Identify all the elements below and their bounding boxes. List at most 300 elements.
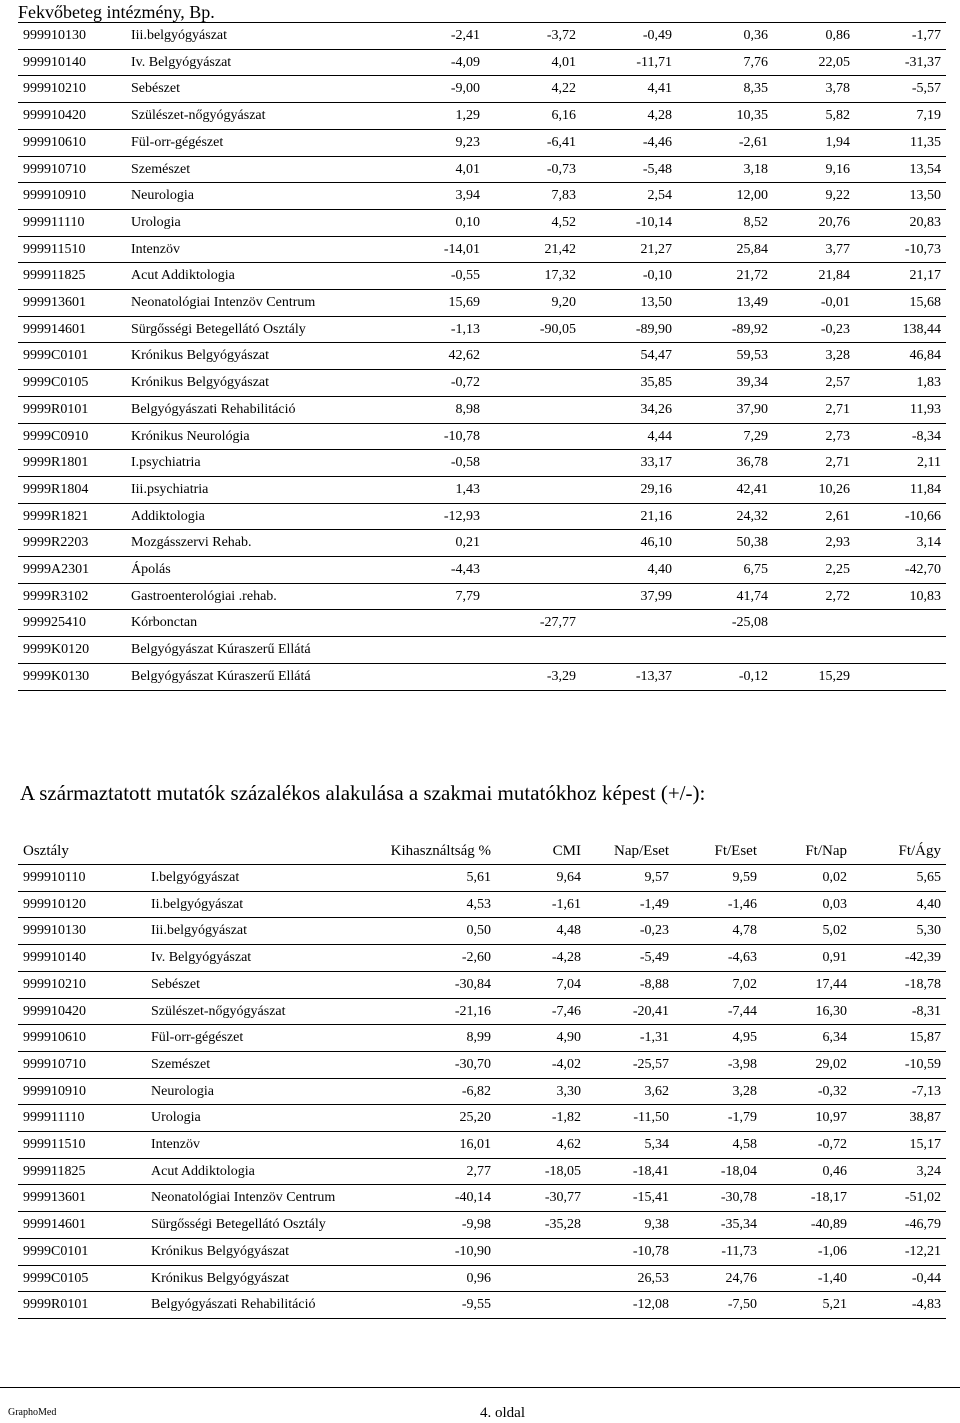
- metric-value: 4,28: [581, 103, 677, 130]
- metric-value: -10,78: [394, 423, 485, 450]
- table-row: [18, 503, 946, 530]
- metric-value: [496, 1292, 586, 1319]
- metric-value: [485, 396, 581, 423]
- metric-value: -0,32: [762, 1078, 852, 1105]
- metric-value: -1,13: [394, 316, 485, 343]
- metric-value: 42,41: [677, 476, 773, 503]
- department-code: 999914601: [18, 316, 126, 343]
- metric-value: -1,06: [762, 1238, 852, 1265]
- metric-value: 7,79: [394, 583, 485, 610]
- column-header: Nap/Eset: [586, 838, 674, 865]
- department-name: Urologia: [126, 209, 394, 236]
- metric-value: -7,50: [674, 1292, 762, 1319]
- metric-value: 8,52: [677, 209, 773, 236]
- metric-value: -5,49: [586, 945, 674, 972]
- department-code: 999910710: [18, 1051, 146, 1078]
- metric-value: -21,16: [378, 998, 496, 1025]
- metric-value: 11,93: [855, 396, 946, 423]
- metric-value: 7,83: [485, 183, 581, 210]
- metric-value: 7,02: [674, 971, 762, 998]
- metric-value: 9,20: [485, 290, 581, 317]
- metric-value: -89,92: [677, 316, 773, 343]
- column-header: Kihasználtság %: [378, 838, 496, 865]
- metric-value: -6,41: [485, 129, 581, 156]
- metric-value: 0,21: [394, 530, 485, 557]
- metric-value: 21,17: [855, 263, 946, 290]
- department-name: Sebészet: [126, 76, 394, 103]
- table-row: [18, 23, 946, 50]
- department-name: Urologia: [146, 1105, 378, 1132]
- table-row: [18, 129, 946, 156]
- metric-value: -1,61: [496, 891, 586, 918]
- department-name: Intenzöv: [126, 236, 394, 263]
- table-row: [18, 1105, 946, 1132]
- metric-value: 2,54: [581, 183, 677, 210]
- metric-value: 26,53: [586, 1265, 674, 1292]
- metric-value: [581, 610, 677, 637]
- table-row: [18, 1212, 946, 1239]
- metric-value: [485, 476, 581, 503]
- metric-value: [773, 637, 855, 664]
- metric-value: -0,12: [677, 663, 773, 690]
- metric-value: 4,95: [674, 1025, 762, 1052]
- metric-value: -42,70: [855, 557, 946, 584]
- metric-value: -4,46: [581, 129, 677, 156]
- metric-value: [485, 583, 581, 610]
- metric-value: 25,84: [677, 236, 773, 263]
- metric-value: -40,14: [378, 1185, 496, 1212]
- table-row: [18, 76, 946, 103]
- table-row: [18, 423, 946, 450]
- table-row: [18, 1185, 946, 1212]
- metric-value: 0,36: [677, 23, 773, 50]
- department-code: 999910610: [18, 129, 126, 156]
- table-row: [18, 1292, 946, 1319]
- column-header: Ft/Eset: [674, 838, 762, 865]
- department-name: Iii.psychiatria: [126, 476, 394, 503]
- metric-value: [855, 610, 946, 637]
- department-code: 999910910: [18, 183, 126, 210]
- department-name: Belgyógyászati Rehabilitáció: [126, 396, 394, 423]
- metric-value: 3,94: [394, 183, 485, 210]
- department-name: Krónikus Belgyógyászat: [146, 1265, 378, 1292]
- department-code: 999914601: [18, 1212, 146, 1239]
- department-name: Szemészet: [126, 156, 394, 183]
- metric-value: 9,38: [586, 1212, 674, 1239]
- metric-value: -18,17: [762, 1185, 852, 1212]
- metric-value: 59,53: [677, 343, 773, 370]
- metric-value: 2,11: [855, 450, 946, 477]
- metric-value: -25,57: [586, 1051, 674, 1078]
- metric-value: [485, 450, 581, 477]
- department-code: 999910420: [18, 998, 146, 1025]
- metric-value: -40,89: [762, 1212, 852, 1239]
- metric-value: 138,44: [855, 316, 946, 343]
- metric-value: -12,08: [586, 1292, 674, 1319]
- metric-value: -3,72: [485, 23, 581, 50]
- table-row: [18, 1132, 946, 1159]
- metric-value: [485, 370, 581, 397]
- metric-value: 0,96: [378, 1265, 496, 1292]
- metric-value: 12,00: [677, 183, 773, 210]
- metric-value: [581, 637, 677, 664]
- metric-value: -1,77: [855, 23, 946, 50]
- metric-value: 42,62: [394, 343, 485, 370]
- metric-value: 1,94: [773, 129, 855, 156]
- metric-value: 25,20: [378, 1105, 496, 1132]
- department-code: 999910140: [18, 945, 146, 972]
- department-code: 9999R1801: [18, 450, 126, 477]
- metric-value: -0,49: [581, 23, 677, 50]
- metric-value: -0,10: [581, 263, 677, 290]
- metric-value: -35,28: [496, 1212, 586, 1239]
- metric-value: 2,25: [773, 557, 855, 584]
- metric-value: 46,10: [581, 530, 677, 557]
- metric-value: 3,28: [674, 1078, 762, 1105]
- table-row: [18, 450, 946, 477]
- department-code: 9999C0105: [18, 1265, 146, 1292]
- metric-value: 8,35: [677, 76, 773, 103]
- metric-value: 1,83: [855, 370, 946, 397]
- department-code: 999911110: [18, 1105, 146, 1132]
- column-header: CMI: [496, 838, 586, 865]
- metric-value: 13,54: [855, 156, 946, 183]
- metric-value: 4,52: [485, 209, 581, 236]
- metric-value: 37,90: [677, 396, 773, 423]
- metric-value: -14,01: [394, 236, 485, 263]
- metric-value: -25,08: [677, 610, 773, 637]
- metric-value: 35,85: [581, 370, 677, 397]
- department-name: Krónikus Neurológia: [126, 423, 394, 450]
- metric-value: 46,84: [855, 343, 946, 370]
- metric-value: 5,30: [852, 918, 946, 945]
- department-code: 999910130: [18, 918, 146, 945]
- metric-value: 3,78: [773, 76, 855, 103]
- metric-value: -0,72: [762, 1132, 852, 1159]
- department-name: Intenzöv: [146, 1132, 378, 1159]
- table-row: [18, 998, 946, 1025]
- table-row: [18, 891, 946, 918]
- metric-value: -1,40: [762, 1265, 852, 1292]
- metric-value: -18,41: [586, 1158, 674, 1185]
- metric-value: 38,87: [852, 1105, 946, 1132]
- metric-value: 3,14: [855, 530, 946, 557]
- department-code: 999913601: [18, 1185, 146, 1212]
- metric-value: 22,05: [773, 49, 855, 76]
- department-code: 9999C0910: [18, 423, 126, 450]
- metric-value: -10,73: [855, 236, 946, 263]
- footer-divider: [0, 1387, 960, 1388]
- metric-value: 5,65: [852, 865, 946, 892]
- metric-value: 39,34: [677, 370, 773, 397]
- department-code: 999910420: [18, 103, 126, 130]
- department-code: 999911110: [18, 209, 126, 236]
- metric-value: 50,38: [677, 530, 773, 557]
- metric-value: 4,40: [852, 891, 946, 918]
- table-row: [18, 209, 946, 236]
- metric-value: 15,68: [855, 290, 946, 317]
- table-row: [18, 971, 946, 998]
- department-code: 999911825: [18, 1158, 146, 1185]
- metric-value: 17,44: [762, 971, 852, 998]
- metric-value: 21,16: [581, 503, 677, 530]
- department-name: Kórbonctan: [126, 610, 394, 637]
- department-name: Krónikus Belgyógyászat: [126, 343, 394, 370]
- metric-value: 5,82: [773, 103, 855, 130]
- department-name: Belgyógyászat Kúraszerű Ellátá: [126, 637, 394, 664]
- table-row: [18, 663, 946, 690]
- department-name: Neurologia: [146, 1078, 378, 1105]
- metric-value: -10,14: [581, 209, 677, 236]
- department-name: I.psychiatria: [126, 450, 394, 477]
- metric-value: 21,27: [581, 236, 677, 263]
- metric-value: -4,43: [394, 557, 485, 584]
- table-row: [18, 236, 946, 263]
- department-code: 999910210: [18, 971, 146, 998]
- metric-value: 3,30: [496, 1078, 586, 1105]
- metric-value: 11,84: [855, 476, 946, 503]
- department-name: Szülészet-nőgyógyászat: [146, 998, 378, 1025]
- metric-value: 20,83: [855, 209, 946, 236]
- department-code: 9999R0101: [18, 1292, 146, 1319]
- table-row: [18, 370, 946, 397]
- metric-value: [485, 503, 581, 530]
- metric-value: -0,55: [394, 263, 485, 290]
- metric-value: 54,47: [581, 343, 677, 370]
- page-number: 4. oldal: [480, 1405, 525, 1421]
- metric-value: 3,77: [773, 236, 855, 263]
- metric-value: 5,61: [378, 865, 496, 892]
- metric-value: -18,05: [496, 1158, 586, 1185]
- metric-value: 4,53: [378, 891, 496, 918]
- metric-value: 17,32: [485, 263, 581, 290]
- metric-value: 2,57: [773, 370, 855, 397]
- department-code: 9999R3102: [18, 583, 126, 610]
- metric-value: 0,03: [762, 891, 852, 918]
- department-code: 999910110: [18, 865, 146, 892]
- metric-value: [496, 1238, 586, 1265]
- metric-value: -11,71: [581, 49, 677, 76]
- department-name: Sürgősségi Betegellátó Osztály: [126, 316, 394, 343]
- metric-value: -30,70: [378, 1051, 496, 1078]
- metric-value: 13,50: [855, 183, 946, 210]
- department-name: Iii.belgyógyászat: [126, 23, 394, 50]
- column-header: Ft/Ágy: [852, 838, 946, 865]
- metric-value: -1,31: [586, 1025, 674, 1052]
- metric-value: [496, 1265, 586, 1292]
- metric-value: -5,48: [581, 156, 677, 183]
- metric-value: -11,50: [586, 1105, 674, 1132]
- table-row: [18, 1158, 946, 1185]
- metric-value: 10,35: [677, 103, 773, 130]
- department-code: 9999A2301: [18, 557, 126, 584]
- metric-value: 4,58: [674, 1132, 762, 1159]
- metric-value: 0,10: [394, 209, 485, 236]
- metric-value: 7,04: [496, 971, 586, 998]
- department-code: 9999K0130: [18, 663, 126, 690]
- table-row: [18, 1238, 946, 1265]
- metric-value: -0,23: [586, 918, 674, 945]
- metric-value: -90,05: [485, 316, 581, 343]
- department-code: 9999R2203: [18, 530, 126, 557]
- metric-value: -4,63: [674, 945, 762, 972]
- department-code: 999913601: [18, 290, 126, 317]
- metric-value: -0,23: [773, 316, 855, 343]
- metric-value: 21,42: [485, 236, 581, 263]
- department-code: 999910610: [18, 1025, 146, 1052]
- metric-value: -5,57: [855, 76, 946, 103]
- department-code: 9999C0105: [18, 370, 126, 397]
- metric-value: 41,74: [677, 583, 773, 610]
- metric-value: 11,35: [855, 129, 946, 156]
- metric-value: [485, 530, 581, 557]
- metric-value: 4,40: [581, 557, 677, 584]
- department-code: 9999R0101: [18, 396, 126, 423]
- department-name: Fül-orr-gégészet: [146, 1025, 378, 1052]
- table-row: [18, 1051, 946, 1078]
- metric-value: 3,62: [586, 1078, 674, 1105]
- table-row: [18, 49, 946, 76]
- metric-value: 20,76: [773, 209, 855, 236]
- metric-value: 7,76: [677, 49, 773, 76]
- metric-value: -0,44: [852, 1265, 946, 1292]
- table-row: [18, 183, 946, 210]
- footer-brand: GraphoMed: [8, 1407, 57, 1418]
- metric-value: 3,24: [852, 1158, 946, 1185]
- table-row: [18, 865, 946, 892]
- metric-value: -11,73: [674, 1238, 762, 1265]
- metric-value: -18,78: [852, 971, 946, 998]
- department-name: Belgyógyászat Kúraszerű Ellátá: [126, 663, 394, 690]
- metric-value: -0,72: [394, 370, 485, 397]
- department-code: 999911825: [18, 263, 126, 290]
- metric-value: 3,18: [677, 156, 773, 183]
- department-name: Sürgősségi Betegellátó Osztály: [146, 1212, 378, 1239]
- metric-value: -7,44: [674, 998, 762, 1025]
- department-code: 999910140: [18, 49, 126, 76]
- metric-value: 6,16: [485, 103, 581, 130]
- table-row: [18, 1265, 946, 1292]
- metric-value: 9,57: [586, 865, 674, 892]
- table-row: [18, 290, 946, 317]
- department-name: Neonatológiai Intenzöv Centrum: [126, 290, 394, 317]
- metric-value: 0,86: [773, 23, 855, 50]
- metric-value: 2,73: [773, 423, 855, 450]
- metric-value: [677, 637, 773, 664]
- department-code: 9999C0101: [18, 1238, 146, 1265]
- metric-value: -10,90: [378, 1238, 496, 1265]
- indicator-table-2: [18, 838, 946, 1319]
- metric-value: -51,02: [852, 1185, 946, 1212]
- metric-value: 13,50: [581, 290, 677, 317]
- metric-value: 7,29: [677, 423, 773, 450]
- metric-value: -10,59: [852, 1051, 946, 1078]
- metric-value: -6,82: [378, 1078, 496, 1105]
- metric-value: 2,72: [773, 583, 855, 610]
- metric-value: 15,29: [773, 663, 855, 690]
- table-row: [18, 1078, 946, 1105]
- department-code: 9999R1821: [18, 503, 126, 530]
- metric-value: [855, 637, 946, 664]
- table-row: [18, 263, 946, 290]
- metric-value: -20,41: [586, 998, 674, 1025]
- department-code: 9999R1804: [18, 476, 126, 503]
- metric-value: -10,66: [855, 503, 946, 530]
- table-row: [18, 918, 946, 945]
- metric-value: -12,21: [852, 1238, 946, 1265]
- department-name: I.belgyógyászat: [146, 865, 378, 892]
- metric-value: -2,60: [378, 945, 496, 972]
- metric-value: -4,02: [496, 1051, 586, 1078]
- metric-value: 33,17: [581, 450, 677, 477]
- metric-value: -2,61: [677, 129, 773, 156]
- department-code: 999910130: [18, 23, 126, 50]
- metric-value: -89,90: [581, 316, 677, 343]
- metric-value: -2,41: [394, 23, 485, 50]
- table-row: [18, 343, 946, 370]
- metric-value: 29,16: [581, 476, 677, 503]
- department-name: Gastroenterológiai .rehab.: [126, 583, 394, 610]
- metric-value: -1,49: [586, 891, 674, 918]
- metric-value: 4,90: [496, 1025, 586, 1052]
- metric-value: 8,99: [378, 1025, 496, 1052]
- metric-value: 9,59: [674, 865, 762, 892]
- department-name: Neurologia: [126, 183, 394, 210]
- metric-value: -8,88: [586, 971, 674, 998]
- metric-value: 4,01: [394, 156, 485, 183]
- metric-value: 36,78: [677, 450, 773, 477]
- metric-value: 9,22: [773, 183, 855, 210]
- department-name: Fül-orr-gégészet: [126, 129, 394, 156]
- metric-value: 0,02: [762, 865, 852, 892]
- department-name: Krónikus Belgyógyászat: [146, 1238, 378, 1265]
- metric-value: [485, 557, 581, 584]
- metric-value: 2,77: [378, 1158, 496, 1185]
- table-row: [18, 103, 946, 130]
- metric-value: 4,41: [581, 76, 677, 103]
- metric-value: 5,21: [762, 1292, 852, 1319]
- metric-value: 10,83: [855, 583, 946, 610]
- metric-value: [485, 423, 581, 450]
- department-code: 999911510: [18, 236, 126, 263]
- metric-value: 2,71: [773, 450, 855, 477]
- table-row: [18, 557, 946, 584]
- department-name: Szemészet: [146, 1051, 378, 1078]
- metric-value: -4,83: [852, 1292, 946, 1319]
- metric-value: 37,99: [581, 583, 677, 610]
- metric-value: -8,31: [852, 998, 946, 1025]
- table-row: [18, 583, 946, 610]
- page-title: Fekvőbeteg intézmény, Bp.: [18, 2, 215, 22]
- metric-value: -42,39: [852, 945, 946, 972]
- metric-value: 16,30: [762, 998, 852, 1025]
- metric-value: 9,16: [773, 156, 855, 183]
- metric-value: 24,76: [674, 1265, 762, 1292]
- metric-value: 7,19: [855, 103, 946, 130]
- metric-value: -7,46: [496, 998, 586, 1025]
- metric-value: 8,98: [394, 396, 485, 423]
- table-row: [18, 396, 946, 423]
- metric-value: -18,04: [674, 1158, 762, 1185]
- metric-value: [485, 637, 581, 664]
- department-name: Acut Addiktologia: [146, 1158, 378, 1185]
- metric-value: -9,98: [378, 1212, 496, 1239]
- metric-value: 10,97: [762, 1105, 852, 1132]
- metric-value: 4,62: [496, 1132, 586, 1159]
- metric-value: [394, 663, 485, 690]
- metric-value: -1,46: [674, 891, 762, 918]
- department-name: Ápolás: [126, 557, 394, 584]
